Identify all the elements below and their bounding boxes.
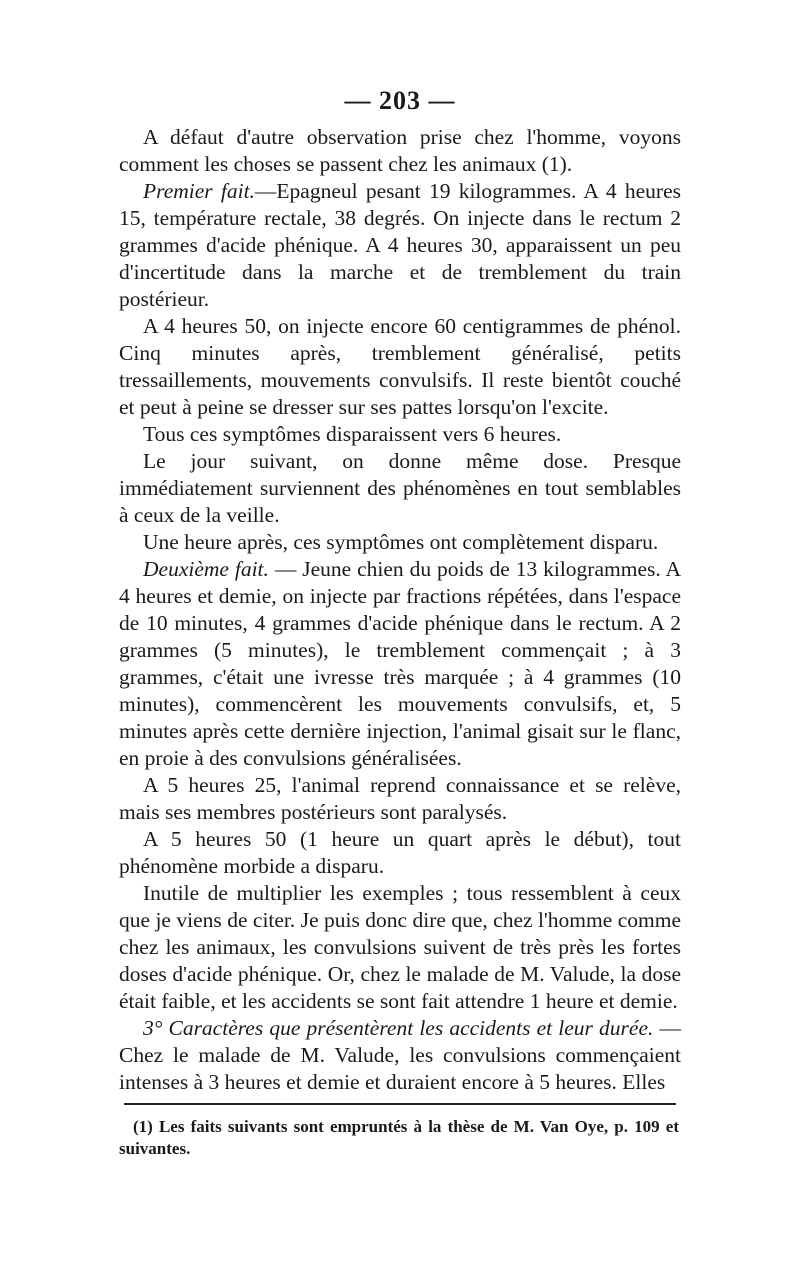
paragraph: Deuxième fait. — Jeune chien du poids de 13 kilogrammes. A 4 heures et demie, on injecte par fractions répétées, dans l'espace de 10 minutes, 4 grammes d'acide phénique dans le rectum. A 2 grammes (5 minutes), le tremblement commençait ; à 3 grammes, c'était une ivresse très marquée ; à 4 grammes (10 minutes), commencèrent les mouvements convulsifs, et, 5 minutes après cette dernière injection, l'animal gisait sur le flanc, en proie à des convulsions généralisées. (119, 557, 681, 770)
paragraph: 3° Caractères que présentèrent les accidents et leur durée. — Chez le malade de M. Valude, les convulsions commençaient intenses à 3 heures et demie et duraient encore à 5 heures. Elles (119, 1016, 682, 1094)
body-text (119, 124, 681, 1096)
paragraph-lead-italic: Premier fait. (143, 179, 255, 203)
paragraph: Une heure après, ces symptômes ont complètement disparu. (143, 530, 659, 554)
paragraph: A 5 heures 50 (1 heure un quart après le début), tout phénomène morbide a disparu. (119, 827, 681, 878)
paragraph: Tous ces symptômes disparaissent vers 6 heures. (143, 422, 562, 446)
footnote (119, 1116, 679, 1160)
paragraph: A 5 heures 25, l'animal reprend connaissance et se relève, mais ses membres postérieurs sont paralysés. (119, 773, 681, 824)
paragraph: Le jour suivant, on donne même dose. Presque immédiatement surviennent des phénomènes en tout semblables à ceux de la veille. (119, 449, 681, 527)
footnote-divider (124, 1103, 676, 1105)
paragraph: Inutile de multiplier les exemples ; tous ressemblent à ceux que je viens de citer. Je puis donc dire que, chez l'homme comme chez les animaux, les convulsions suivent de très près les fortes doses d'acide phénique. Or, chez le malade de M. Valude, la dose était faible, et les accidents se sont fait attendre 1 heure et demie. (119, 881, 681, 1013)
paragraph-lead-italic: Deuxième fait. (143, 557, 269, 581)
footnote-text: (1) Les faits suivants sont empruntés à la thèse de M. Van Oye, p. 109 et suivantes. (119, 1117, 679, 1158)
paragraph: A défaut d'autre observation prise chez l'homme, voyons comment les choses se passent chez les animaux (1). (119, 125, 681, 176)
paragraph: A 4 heures 50, on injecte encore 60 centigrammes de phénol. Cinq minutes après, tremblement généralisé, petits tressaillements, mouvements convulsifs. Il reste bientôt couché et peut à peine se dresser sur ses pattes lorsqu'on l'excite. (119, 314, 681, 419)
paragraph: Premier fait.—Epagneul pesant 19 kilogrammes. A 4 heures 15, température rectale, 38 degrés. On injecte dans le rectum 2 grammes d'acide phénique. A 4 heures 30, apparaissent un peu d'incertitude dans la marche et de tremblement du train postérieur. (119, 179, 681, 311)
section-heading-italic: 3° Caractères que présentèrent les accidents et leur durée. (143, 1016, 654, 1040)
page-number: — 203 — (344, 86, 456, 115)
